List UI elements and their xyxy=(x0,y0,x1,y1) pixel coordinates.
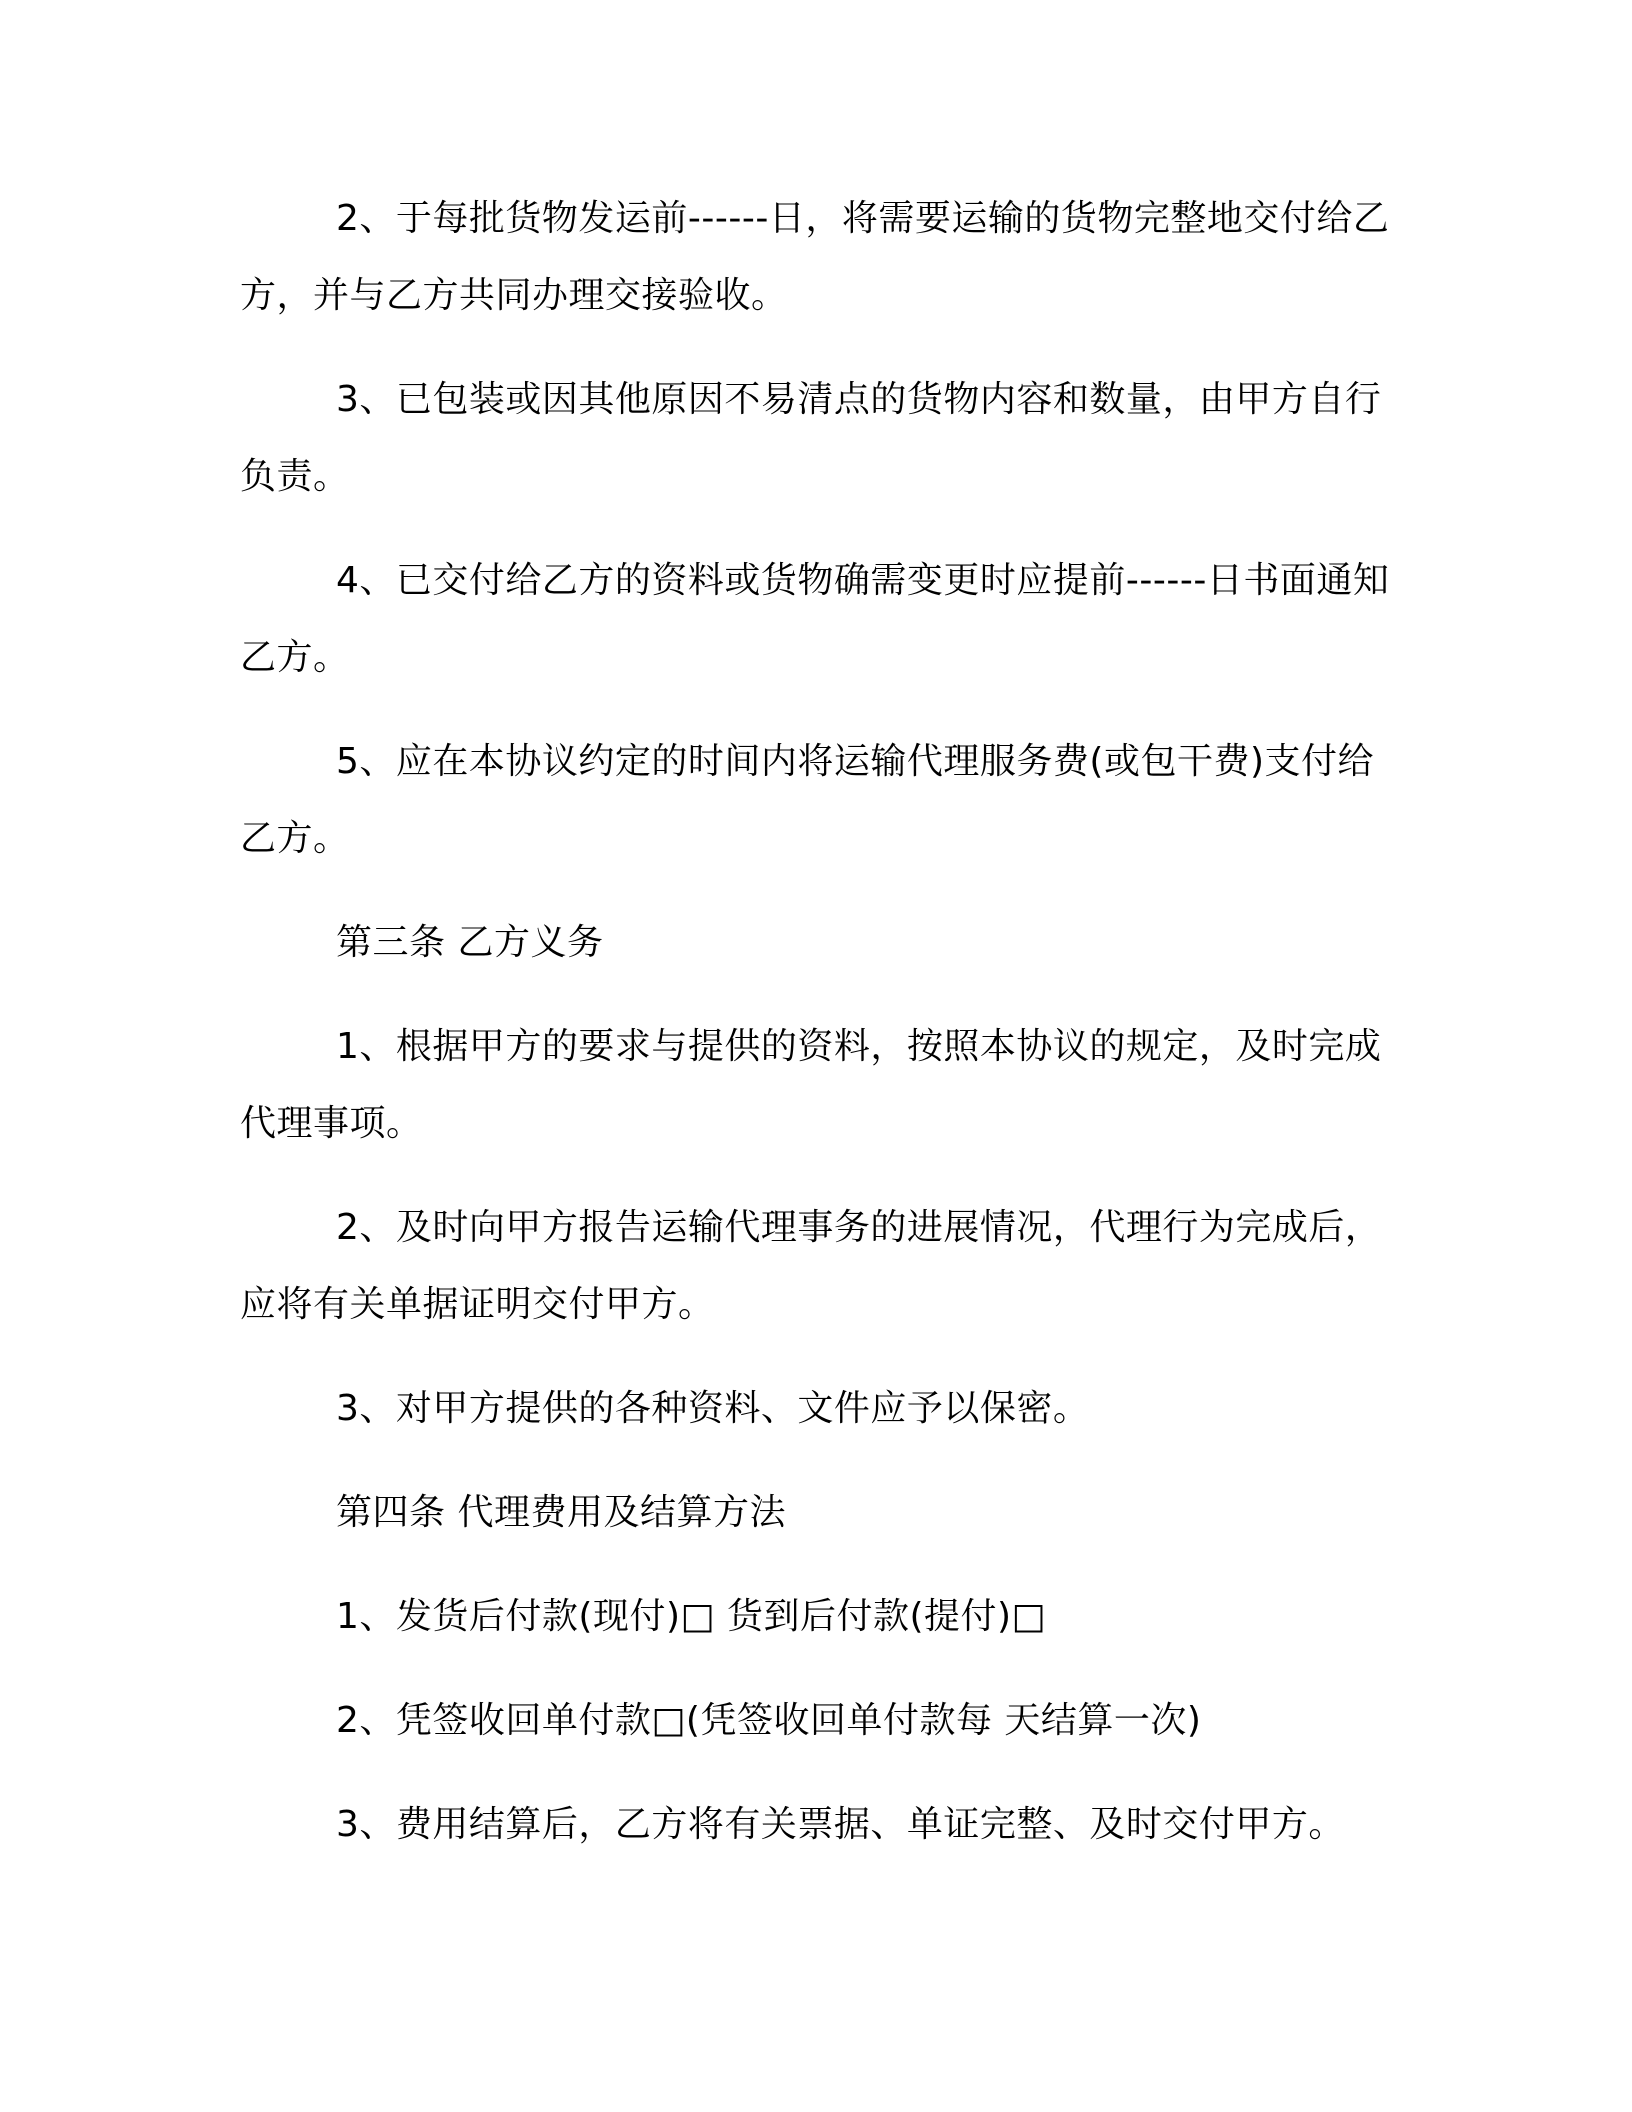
payment-clause-2-paragraph: 2、凭签收回单付款□(凭签收回单付款每 天结算一次) xyxy=(336,1700,1202,1741)
payment-clause-3-paragraph: 3、费用结算后，乙方将有关票据、单证完整、及时交付甲方。 xyxy=(336,1804,1345,1845)
party-b-clause-2-paragraph: 2、及时向甲方报告运输代理事务的进展情况，代理行为完成后，应将有关单据证明交付甲方。 xyxy=(240,1207,1382,1325)
article-3-heading: 第三条 乙方义务 xyxy=(336,922,604,963)
payment-clause-1-paragraph: 1、发货后付款(现付)□ 货到后付款(提付)□ xyxy=(336,1596,1047,1637)
document-body xyxy=(240,180,1400,1890)
party-b-clause-1-paragraph: 1、根据甲方的要求与提供的资料，按照本协议的规定，及时完成代理事项。 xyxy=(240,1026,1382,1144)
clause-4-paragraph: 4、已交付给乙方的资料或货物确需变更时应提前------日书面通知乙方。 xyxy=(240,560,1390,678)
article-4-heading: 第四条 代理费用及结算方法 xyxy=(336,1492,786,1533)
clause-2-paragraph: 2、于每批货物发运前------日，将需要运输的货物完整地交付给乙方，并与乙方共同办理交接验收。 xyxy=(240,198,1390,316)
party-b-clause-3-paragraph: 3、对甲方提供的各种资料、文件应予以保密。 xyxy=(336,1388,1090,1429)
clause-3-paragraph: 3、已包装或因其他原因不易清点的货物内容和数量，由甲方自行负责。 xyxy=(240,379,1382,497)
clause-5-paragraph: 5、应在本协议约定的时间内将运输代理服务费(或包干费)支付给乙方。 xyxy=(240,741,1374,859)
